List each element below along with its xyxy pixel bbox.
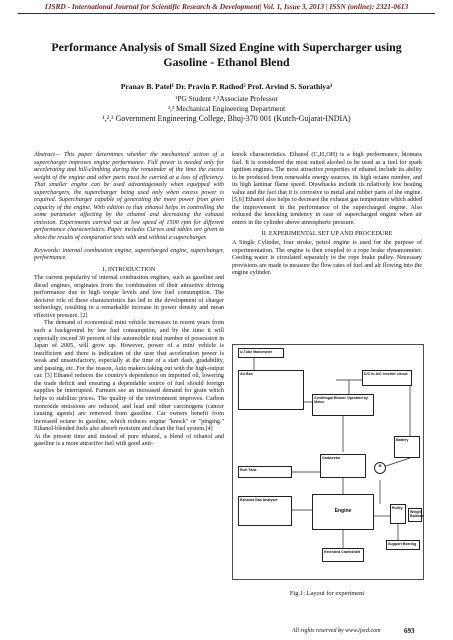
experiment-layout-diagram <box>232 344 424 580</box>
journal-header <box>0 0 453 20</box>
battery-box: Battery <box>394 436 420 458</box>
footer-copyright: All rights reserved by www.ijsrd.com <box>292 628 381 634</box>
intro-paragraph-1: The current popularity of internal combustion engines, such as gasoline and diesel engines, originates from the combination of their attractive driving performance due to high torque levels and low fuel consumption. The decisive role of these characteristics has led to the development of charger technology, resulting in a remarkable increase in power density and mean effective pressure. [2] <box>34 275 224 319</box>
air-box: Air Box <box>238 370 304 410</box>
header-rule <box>18 13 435 14</box>
right-paragraph-2: A Single Cylinder, four stroke, petrol engine is used for the purpose of experimentation. The engine is then coupled to a rope brake dynamometer. Cooling water is circulated separately to the rope brake pulley. Necessary provisions are made to measure the flow rates of fuel and air flowing into the engine cylinder. <box>232 240 422 277</box>
affiliation-college: ¹,²,³ Government Engineering College, Bhuj-370 001 (Kutch-Gujarat-INDIA) <box>102 114 351 123</box>
abstract-text: Abstract— This paper determines whether the mechanical action of a supercharger improves engine performance. Full power is needed only for accelerating and hill-climbing during the remainder of the time the excess weight of the engine and other parts must be carried at a loss of efficiency. That smaller engine can be used advantageously when equipped with superchargers, the supercharger being used only when excess power is required. Supercharger capable of generating the more power from given capacity of the engine. With edition to that ethanol helps in controlling the some parameter affecting by the ethanol and decreasing the exhaust emission. Experiments carried out at low speed of 1500 rpm for different performance characteristics. Paper includes Curves and tables are given to show the results of comparative tests with and without a supercharger. <box>34 152 224 242</box>
affiliation-department: ²,³ Mechanical Engineering Department <box>167 104 286 113</box>
paper-title: Performance Analysis of Small Sized Engine with Supercharger using Gasoline - Ethanol Blend <box>51 40 402 69</box>
exhaust-gas-analyser-box: Exhaust Gas Analyser <box>238 496 292 526</box>
author-list: Pranav B. Patel¹ Dr. Pravin P. Rathod² Prof. Arvind S. Sorathiya³ <box>120 82 333 91</box>
centrifugal-blower-box: Centrifugal Blower Operated by Motor <box>312 394 374 416</box>
motor-icon: M <box>374 462 386 474</box>
extended-crankshaft-box: Extended Crankshaft <box>322 548 364 562</box>
affiliation-role: ¹PG Student ²,³Associate Professor <box>175 94 278 103</box>
intro-paragraph-2: The demand of economical mini vehicle increases in recent years from such a background by low fuel consumption, and by the time it will especially exceed 30 percent of the automobile total number of possession in Japan of 2005, will grow up. However, power of a mini vehicle is insufficient and there is indication of the user that acceleration power is weak and unsatisfactory, especially at the time of a start dash, gradability, and passing, etc. For the reason, Auto makers taking out with the high-output car. [3] Ethanol reduces the country's dependence on imported oil, lowering the trade deficit and ensuring a dependable source of fuel should foreign supplies be interrupted. Farmers see an increased demand for grain which helps to stabilize prices. The quality of the environment improves. Carbon monoxide emissions are reduced, and lead and other carcinogens (cancer causing agents) are removed from gasoline. Car owners benefit from increased octane in gasoline, which reduces engine "knock" or "pinging." Ethanol-blended fuels also absorb moisture and clean the fuel system.[4] <box>34 320 224 433</box>
journal-header-text: IJSRD - International Journal for Scientific Research & Development| Vol. 1, Issue 3, 2013 | ISSN (online): 2321-0613 <box>44 2 409 11</box>
figure-caption: Fig.1: Layout for experiment <box>289 590 365 597</box>
weight-balance-box: Weight Balance <box>408 508 422 522</box>
u-tube-manometer-box: U-Tube Manometer <box>238 348 284 358</box>
keywords-text: Keywords: internal combustion engine, supercharged engine, supercharger, performance. <box>34 247 224 262</box>
fuel-tank-box: Fuel Tank <box>238 466 292 478</box>
intro-paragraph-3: At the present time and instead of pure ethanol, a blend of ethanol and gasoline is a more attractive fuel with good anti- <box>34 433 224 448</box>
section-heading-introduction: I. INTRODUCTION <box>102 265 156 273</box>
engine-box: Engine <box>312 494 374 530</box>
support-bearing-box: Support Bearing <box>386 540 420 550</box>
pulley-box: Pulley <box>390 504 406 524</box>
inverter-circuit-box: D/C to A/C Inverter circuit <box>362 370 412 386</box>
carburetor-box: Carburetor <box>320 454 366 478</box>
right-paragraph-1: knock characteristics. Ethanol (C₂H₅OH) is a high performance, biomass fuel. It is considered the most suited alcohol to be used as a fuel for spark ignition engines. The most attractive properties of ethanol include its ability to be produced from renewable energy sources, its high octane number, and its high laminar flame speed. Drawbacks include its relatively low heating value and the fact that it is corrosive to metal and rubber parts of the engine. [5,6] Ethanol also helps to decrease the exhaust gas temperature which added the improvement in the performance of the supercharged engine. Also reduced the knocking tendency in case of supercharged engine when air enters in the cylinder above atmospheric pressure. <box>232 152 422 226</box>
section-heading-setup: II. EXPERIMENTAL SET UP AND PROCEDURE <box>261 230 393 238</box>
page-number: 693 <box>404 627 415 635</box>
right-column <box>232 152 422 278</box>
left-column <box>34 152 224 449</box>
